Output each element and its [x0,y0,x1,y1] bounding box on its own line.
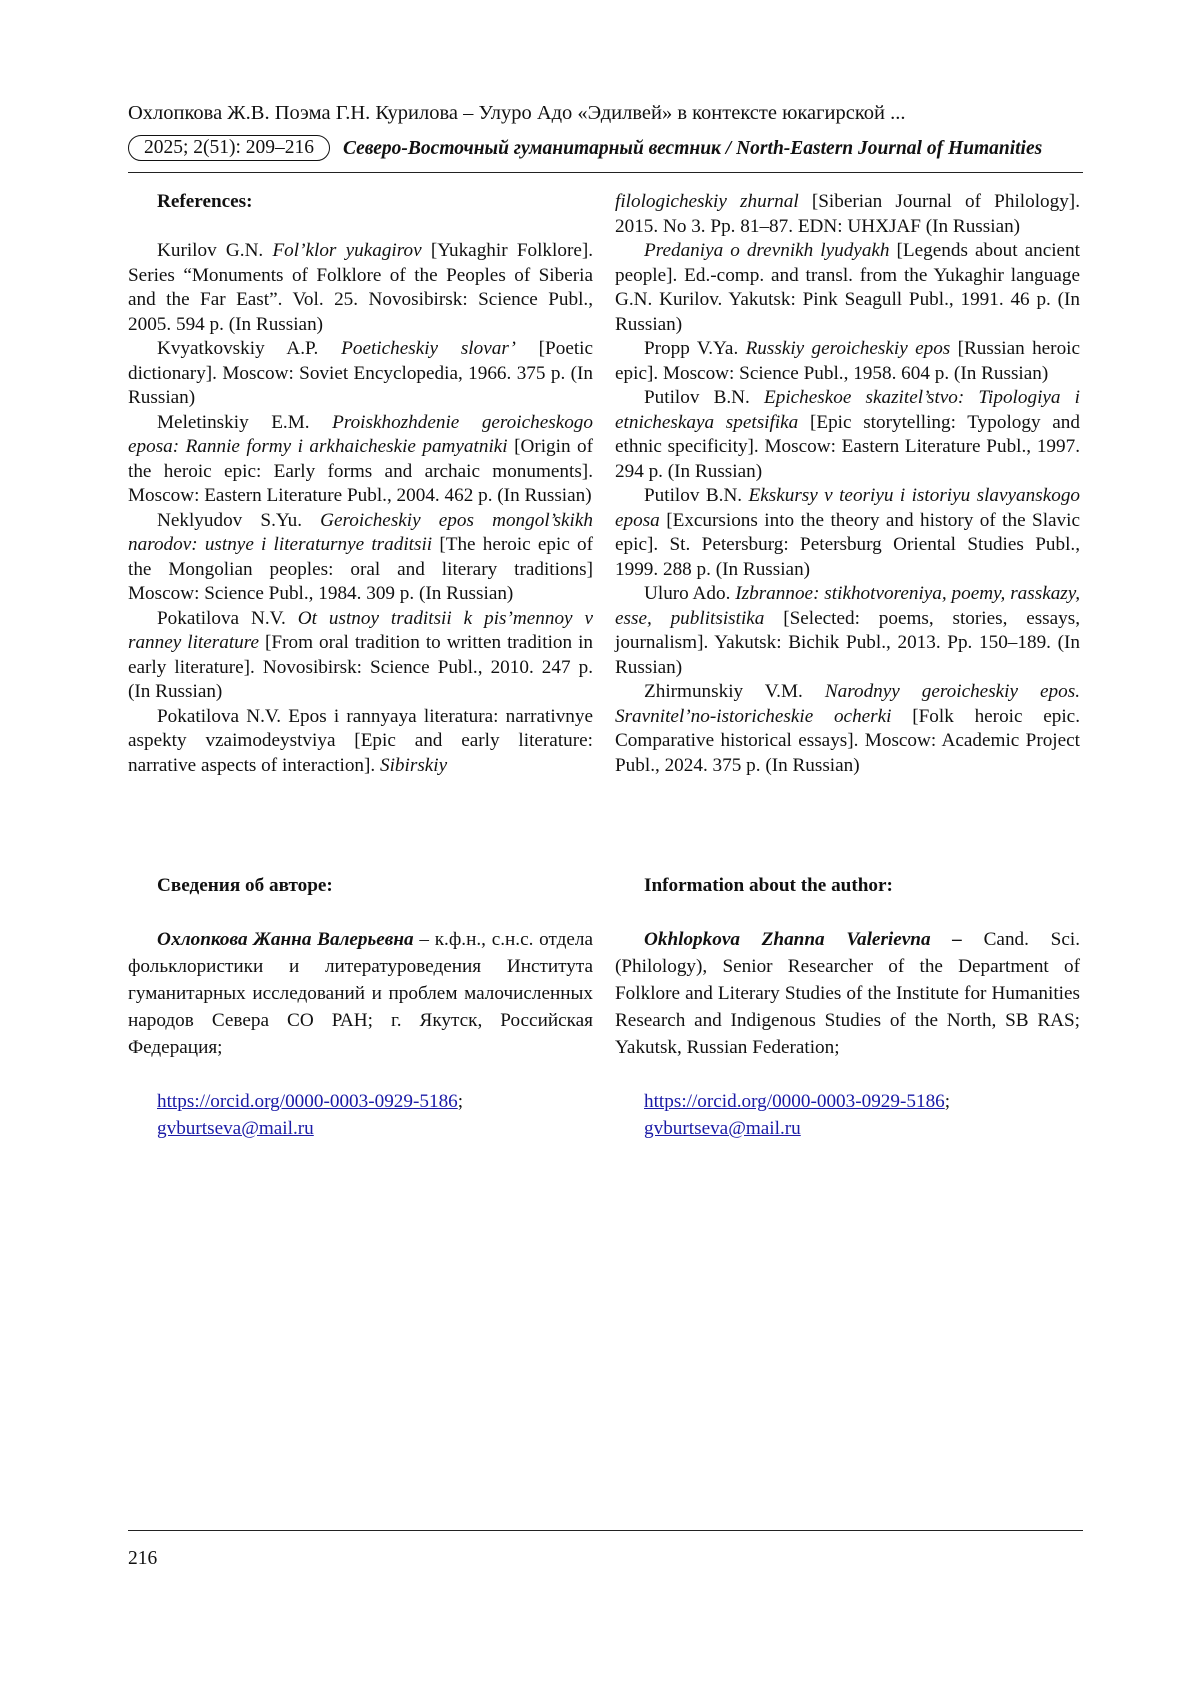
reference-details: [Legends about ancient people]. Ed.-comp. and transl. from the Yukaghir language G.N. Kurilov. Yakutsk: Pink Seagull Publ., 1991. 46 p. (In Russian) [615,240,1080,335]
reference-details: Epos i rannyaya literatura: narrativnye aspekty vzaimodeystviya [Epic and early literature: narrative aspects of interaction]. [128,705,593,776]
reference-author: Uluro Ado. [644,583,731,604]
reference-author: Propp V.Ya. [644,338,739,359]
reference-author: Meletinskiy E.M. [157,411,310,433]
reference-author: Zhirmunskiy V.M. [644,681,803,702]
email-link[interactable]: gvburtseva@mail.ru [157,1118,314,1139]
reference-details: [Poetic dictionary]. Moscow: Soviet Encyclopedia, 1966. 375 p. (In Russian) [128,338,594,408]
footer-divider [128,1530,1083,1531]
references-right-column [615,190,1080,778]
reference-details: [Folk heroic epic. Comparative historical essays]. Moscow: Academic Project Publ., 2024. 375 p. (In Russian) [615,705,1081,776]
journal-title: Северо-Восточный гуманитарный вестник / North-Eastern Journal of Humanities [343,138,1043,159]
reference-title: Geroicheskiy epos mongol’skikh narodov: ustnye i literaturnye traditsii [128,509,593,555]
reference-title: Sibirskiy [380,754,448,776]
reference-title: Russkiy geroicheskiy epos [745,338,951,359]
references-heading: References: [157,191,253,212]
reference-details: [Russian heroic epic]. Moscow: Science Publ., 1958. 604 p. (In Russian) [615,338,1081,384]
author-info-heading-en: Information about the author: [644,875,893,896]
reference-title: Proiskhozhdenie geroicheskogo eposa: Rannie formy i arkhaicheskie pamyatniki [128,411,593,457]
author-info-ru [128,872,593,1142]
reference-author: Neklyudov S.Yu. [157,509,302,531]
reference-author: Pokatilova N.V. [157,705,282,727]
author-bio-ru [128,926,593,1061]
references-list-left [128,239,593,778]
reference-entry [128,509,593,607]
references-list-right [615,239,1080,778]
reference-author: Kurilov G.N. [157,240,264,261]
reference-details: [Excursions into the theory and history of the Slavic epic]. St. Petersburg: Petersburg Oriental Studies Publ., 1999. 288 p. (In Russian) [615,509,1080,580]
reference-details: [From oral tradition to written tradition in early literature]. Novosibirsk: Science Publ., 2010. 247 p. (In Russian) [128,632,594,702]
reference-details: [Yukaghir Folklore]. Series “Monuments of Folklore of the Peoples of Siberia and the Far East”. Vol. 25. Novosibirsk: Science Publ., 2005. 594 p. (In Russian) [128,240,594,335]
reference-title: Ekskursy v teoriyu i istoriyu slavyanskogo eposa [615,485,1081,531]
reference-author: Putilov B.N. [644,387,750,408]
reference-title: Poeticheskiy slovar’ [341,338,516,359]
reference-entry [128,239,593,337]
reference-entry [615,484,1080,582]
reference-continuation [615,190,1080,239]
reference-entry [615,386,1080,484]
references-left-column [128,190,593,778]
orcid-link[interactable]: https://orcid.org/0000-0003-0929-5186 [644,1091,945,1112]
reference-entry [128,607,593,705]
reference-details: [The heroic epic of the Mongolian peoples: oral and literary traditions] Moscow: Science Publ., 1984. 309 p. (In Russian) [128,534,594,604]
orcid-line-en: https://orcid.org/0000-0003-0929-5186; [644,1091,951,1112]
author-links-ru [157,1088,593,1142]
orcid-link[interactable]: https://orcid.org/0000-0003-0929-5186 [157,1091,458,1112]
orcid-line-ru: https://orcid.org/0000-0003-0929-5186; [157,1091,464,1112]
journal-header [128,134,1083,168]
reference-entry [128,411,593,509]
author-links-en [644,1088,1080,1142]
reference-author: Pokatilova N.V. [157,607,286,629]
reference-title: Fol’klor yukagirov [272,240,422,261]
author-bio-en [615,926,1080,1061]
author-affiliation-ru: – к.ф.н., с.н.с. отдела фольклористики и литературоведения Института гуманитарных исследований и проблем малочисленных народов Севера СО РАН; г. Якутск, Российская Федерация; [128,929,593,1058]
reference-title: Epicheskoe skazitel’stvo: Tipologiya i etnicheskaya spetsifika [615,387,1080,433]
page-number: 216 [128,1548,158,1569]
reference-details: [Epic storytelling: Typology and ethnic specificity]. Moscow: Eastern Literature Publ., 1997. 294 p. (In Russian) [615,411,1080,482]
reference-entry [615,337,1080,386]
reference-details: [Origin of the heroic epic: Early forms and archaic monuments]. Moscow: Eastern Literature Publ., 2004. 462 p. (In Russian) [128,436,594,506]
reference-title: Izbrannoe: stikhotvoreniya, poemy, rasskazy, esse, publitsistika [615,583,1081,629]
reference-details: [Selected: poems, stories, essays, journalism]. Yakutsk: Bichik Publ., 2013. Pp. 150–189. (In Russian) [615,607,1081,678]
issue-badge: 2025; 2(51): 209–216 [128,135,330,161]
email-link[interactable]: gvburtseva@mail.ru [644,1118,801,1139]
reference-title: filologicheskiy zhurnal [615,191,799,212]
reference-title: Ot ustnoy traditsii k pis’mennoy v ranney literature [128,607,594,653]
reference-entry [615,239,1080,337]
header-divider [128,172,1083,173]
author-info-heading-ru: Сведения об авторе: [157,875,333,896]
author-info-en [615,872,1080,1142]
reference-details: [Siberian Journal of Philology]. 2015. No 3. Pp. 81–87. EDN: UHXJAF (In Russian) [615,191,1080,237]
reference-entry [615,680,1080,778]
reference-entry [128,337,593,411]
author-name-ru: Охлопкова Жанна Валерьевна [157,929,414,950]
reference-author: Putilov B.N. [644,485,743,506]
reference-entry [615,582,1080,680]
reference-title: Predaniya o drevnikh lyudyakh [644,240,890,261]
reference-entry [128,705,593,779]
reference-title: Narodnyy geroicheskiy epos. Sravnitel’no-istoricheskie ocherki [615,681,1080,727]
reference-author: Kvyatkovskiy A.P. [157,338,319,359]
author-affiliation-en: Cand. Sci. (Philology), Senior Researcher of the Department of Folklore and Literary Studies of the Institute for Humanities Research and Indigenous Studies of the North, SB RAS; Yakutsk, Russian Federation; [615,929,1080,1058]
running-title: Охлопкова Ж.В. Поэма Г.Н. Курилова – Улуро Адо «Эдилвей» в контексте юкагирской ... [128,102,906,124]
author-name-en: Okhlopkova Zhanna Valerievna – [644,929,962,950]
